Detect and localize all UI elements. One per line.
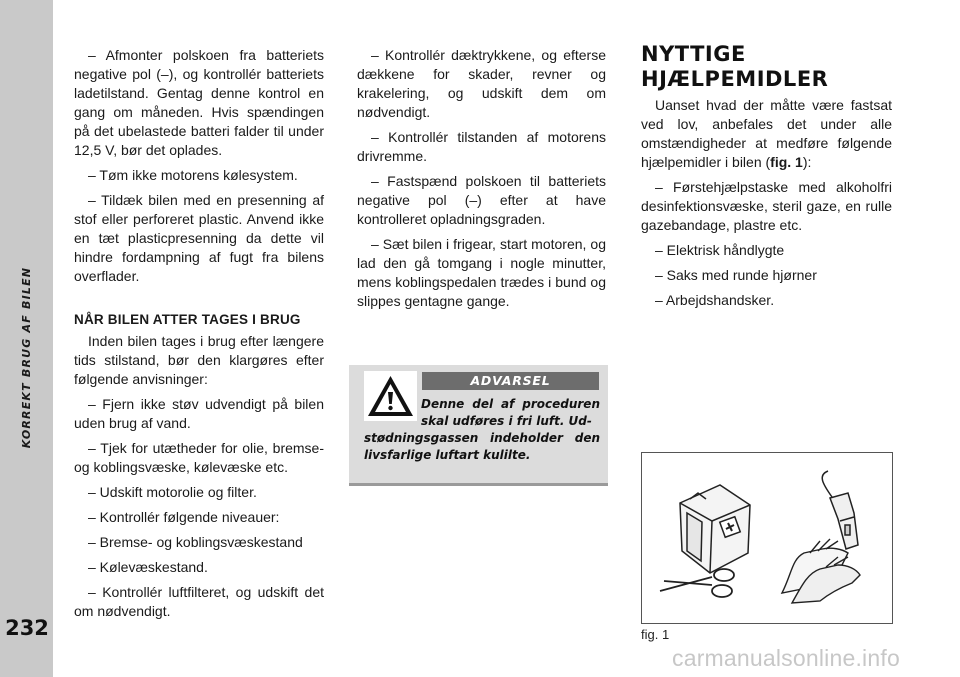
warning-text-lead: Denne del af proceduren skal udføres i fri luft. Ud- [421,397,600,428]
text-column-3 [641,96,892,316]
warning-text [364,396,600,464]
first-aid-kit-icon [680,485,750,573]
paragraph: Inden bilen tages i brug efter længere tids stilstand, bør den klargøres efter følgende anvisninger: [74,333,324,387]
figure-caption: fig. 1 [641,627,670,642]
chapter-title-text: KORREKT BRUG AF BILEN [20,266,34,448]
paragraph: – Elektrisk håndlygte [655,242,785,258]
paragraph: – Kontrollér tilstanden af motorens drivremme. [357,129,606,164]
page-number: 232 [5,616,49,640]
paragraph: – Kontrollér dæktrykkene, og efterse dækkene for skader, revner og krakelering, og udskift dem om nødvendigt. [357,47,606,120]
paragraph: – Sæt bilen i frigear, start motoren, og lad den gå tomgang i nogle minutter, mens koblingspedalen trædes i bund og slippes gentagne gange. [357,236,606,309]
paragraph: – Kontrollér luftfilteret, og udskift det om nødvendigt. [74,584,324,619]
warning-text-rest: stødningsgassen indeholder den livsfarlige luftart kulilte. [364,431,600,462]
warning-label: ADVARSEL [422,372,599,390]
chapter-title [14,252,40,462]
text-column-1 [74,46,324,627]
text-column-2 [357,46,606,317]
section-title-line-1: NYTTIGE [641,42,746,66]
paragraph: – Førstehjælpstaske med alkoholfri desinfektionsvæske, steril gaze, en rulle gazebandage, plastre etc. [641,179,892,233]
section-title-line-2: HJÆLPEMIDLER [641,67,829,91]
paragraph [641,96,892,172]
paragraph: – Arbejdshandsker. [655,292,775,308]
section-heading: NÅR BILEN ATTER TAGES I BRUG [74,312,301,327]
flashlight-icon [822,471,858,549]
scissors-icon [660,569,734,597]
section-title [641,42,901,92]
paragraph: – Tjek for utætheder for olie, bremse- og koblingsvæske, kølevæske etc. [74,440,324,475]
paragraph: – Kølevæskestand. [88,559,208,575]
paragraph: – Kontrollér følgende niveauer: [88,509,280,525]
figure-reference: fig. 1 [770,154,803,170]
paragraph: – Afmonter polskoen fra batteriets negative pol (–), og kontrollér batteriets ladetilstand. Gentag denne kontrol en gang om måneden. Hvis spændingen på det ubelastede batteri falder til under 12,5 V, bør det oplades. [74,47,324,158]
paragraph-text-end: ): [802,154,812,170]
paragraph: – Tøm ikke motorens kølesystem. [88,167,298,183]
paragraph: – Saks med runde hjørner [655,267,817,283]
paragraph-text: Uanset hvad der måtte være fastsat ved lov, anbefales det under alle omstændigheder at medføre følgende hjælpemidler i bilen ( [641,97,892,170]
paragraph: – Tildæk bilen med en presenning af stof eller perforeret plastic. Anvend ikke en tæt plasticpresenning da dette vil hindre fordampning af fugt fra bilens overflader. [74,192,324,284]
figure-1 [641,452,893,624]
paragraph: – Fastspænd polskoen til batteriets negative pol (–) efter at have kontrolleret opladningsgraden. [357,173,606,227]
paragraph: – Fjern ikke støv udvendigt på bilen uden brug af vand. [74,396,324,431]
watermark: carmanualsonline.info [672,645,900,671]
warning-box [349,365,608,483]
paragraph: – Bremse- og koblingsvæskestand [88,534,303,550]
paragraph: – Udskift motorolie og filter. [88,484,257,500]
